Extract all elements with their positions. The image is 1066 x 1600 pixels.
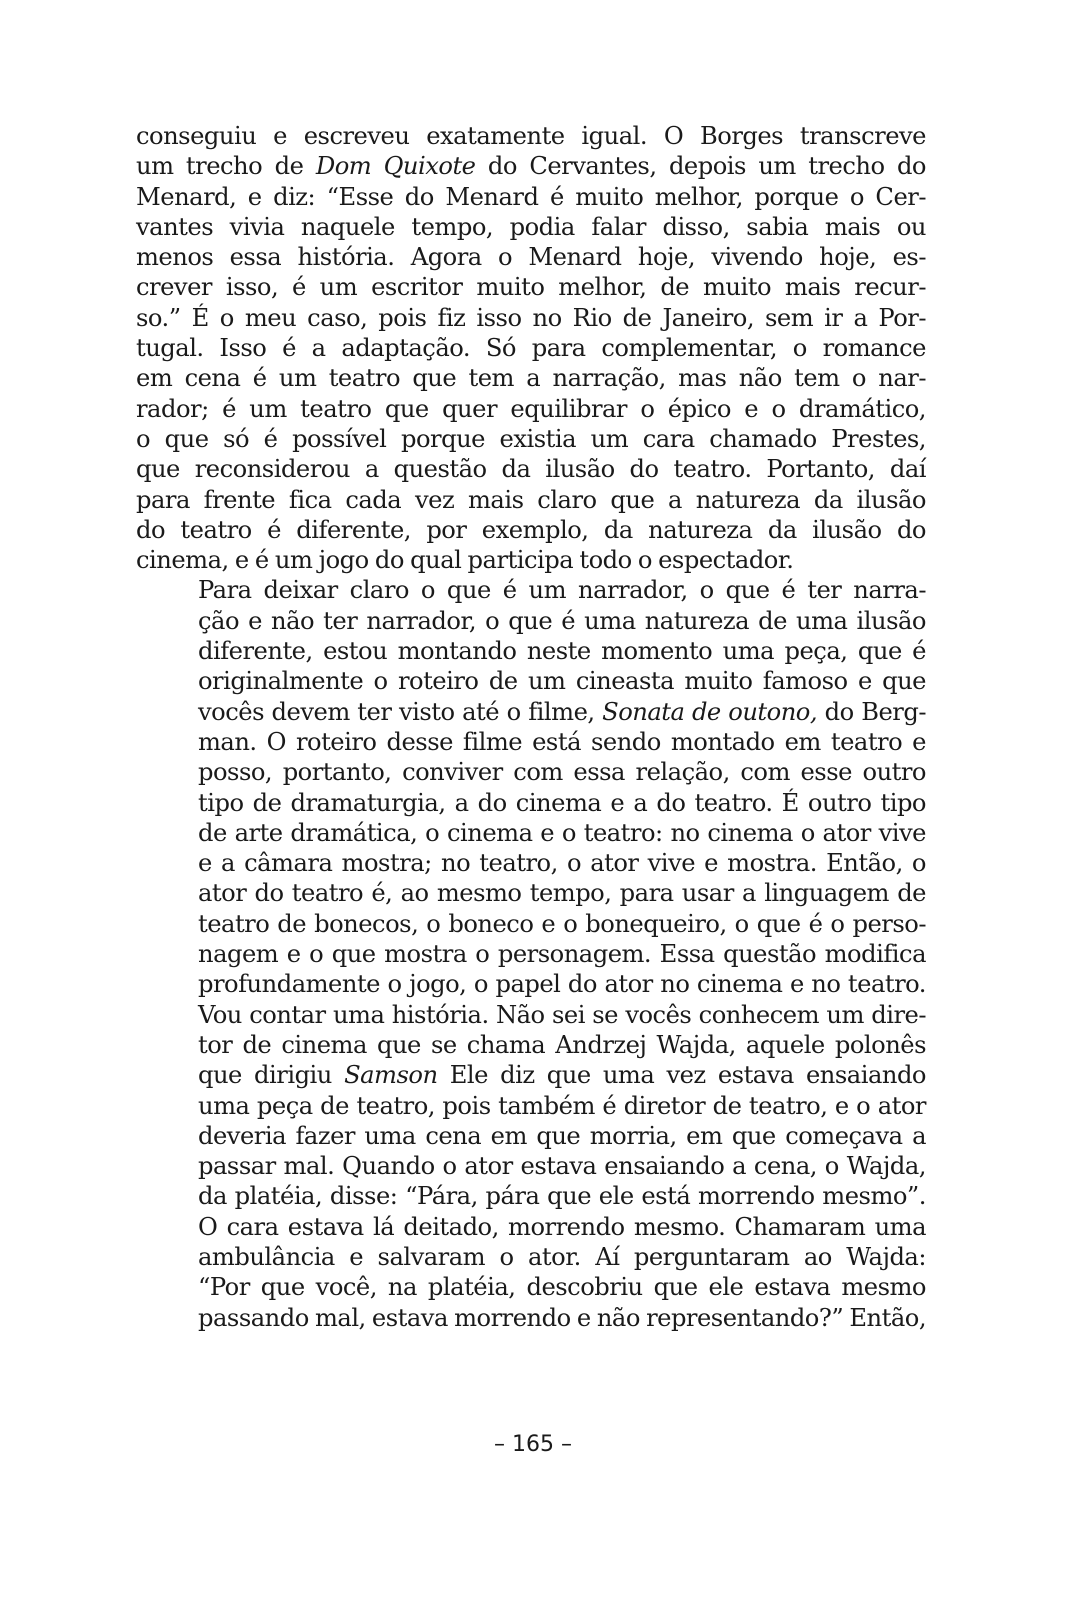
text-run: so.” É o meu caso, pois fiz isso no Rio de Janeiro, sem ir a Por-: [136, 303, 926, 332]
text-run: que reconsiderou a questão da ilusão do teatro. Portanto, daí: [136, 455, 926, 484]
text-run: Menard, e diz: “Esse do Menard é muito melhor, porque o Cer-: [136, 182, 926, 211]
text-line: [136, 182, 926, 212]
text-run: do teatro é diferente, por exemplo, da natureza da ilusão do: [136, 515, 926, 544]
text-line: [136, 909, 926, 939]
text-line: [136, 878, 926, 908]
text-run: o que só é possível porque existia um cara chamado Prestes,: [136, 424, 926, 453]
text-run: Vou contar uma história. Não sei se vocês conhecem um dire-: [198, 1000, 926, 1029]
text-run: vocês devem ter visto até o filme,: [198, 697, 603, 726]
text-line: [136, 1181, 926, 1211]
text-line: [136, 151, 926, 181]
paragraph: [136, 575, 926, 1332]
text-run: ção e não ter narrador, o que é uma natureza de uma ilusão: [198, 606, 926, 635]
text-run: do Berg-: [817, 697, 926, 726]
text-run: O cara estava lá deitado, morrendo mesmo. Chamaram uma: [198, 1212, 926, 1241]
text-run: diferente, estou montando neste momento uma peça, que é: [198, 637, 926, 666]
text-line: [136, 1272, 926, 1302]
text-line: [136, 575, 926, 605]
text-run: teatro de bonecos, o boneco e o bonequeiro, o que é o perso-: [198, 909, 926, 938]
text-line: [136, 1030, 926, 1060]
text-line: [136, 697, 926, 727]
text-line: [136, 1000, 926, 1030]
text-line: [136, 272, 926, 302]
italic-title: Sonata de outono,: [602, 697, 818, 726]
text-run: da platéia, disse: “Pára, pára que ele está morrendo mesmo”.: [198, 1182, 926, 1211]
text-run: tugal. Isso é a adaptação. Só para complementar, o romance: [136, 334, 926, 363]
italic-title: Dom Quixote: [315, 152, 476, 181]
text-run: Para deixar claro o que é um narrador, o que é ter narra-: [198, 576, 926, 605]
text-line: [136, 606, 926, 636]
text-run: crever isso, é um escritor muito melhor, de muito mais recur-: [136, 273, 926, 302]
text-line: [136, 242, 926, 272]
text-run: passar mal. Quando o ator estava ensaiando a cena, o Wajda,: [198, 1152, 926, 1181]
text-run: profundamente o jogo, o papel do ator no cinema e no teatro.: [198, 970, 926, 999]
text-line: [136, 636, 926, 666]
text-line: [136, 333, 926, 363]
text-run: man. O roteiro desse filme está sendo montado em teatro e: [198, 727, 926, 756]
text-line: [136, 121, 926, 151]
text-run: deveria fazer uma cena em que morria, em que começava a: [198, 1121, 926, 1150]
page-body: [136, 121, 926, 1333]
text-line: [136, 666, 926, 696]
text-line: [136, 1121, 926, 1151]
text-run: menos essa história. Agora o Menard hoje, vivendo hoje, es-: [136, 243, 926, 272]
text-line: [136, 939, 926, 969]
text-run: do Cervantes, depois um trecho do: [475, 152, 926, 181]
text-line: [136, 212, 926, 242]
text-line: [136, 424, 926, 454]
text-line: [136, 1242, 926, 1272]
text-line: [136, 1151, 926, 1181]
paragraph: [136, 121, 926, 575]
text-line: [136, 727, 926, 757]
text-line: [136, 545, 926, 575]
text-run: nagem e o que mostra o personagem. Essa questão modifica: [198, 940, 926, 969]
text-line: [136, 454, 926, 484]
text-line: [136, 788, 926, 818]
text-run: tor de cinema que se chama Andrzej Wajda, aquele polonês: [198, 1030, 926, 1059]
text-line: [136, 394, 926, 424]
text-run: rador; é um teatro que quer equilibrar o épico e o dramático,: [136, 394, 926, 423]
text-line: [136, 1303, 926, 1333]
text-line: [136, 515, 926, 545]
text-run: vantes vivia naquele tempo, podia falar disso, sabia mais ou: [136, 212, 926, 241]
text-run: em cena é um teatro que tem a narração, mas não tem o nar-: [136, 364, 926, 393]
text-run: tipo de dramaturgia, a do cinema e a do teatro. É outro tipo: [198, 788, 926, 817]
text-run: que dirigiu: [198, 1061, 345, 1090]
text-line: [136, 818, 926, 848]
text-run: Ele diz que uma vez estava ensaiando: [437, 1061, 926, 1090]
text-line: [136, 303, 926, 333]
text-run: uma peça de teatro, pois também é diretor de teatro, e o ator: [198, 1091, 926, 1120]
text-line: [136, 1060, 926, 1090]
text-run: originalmente o roteiro de um cineasta muito famoso e que: [198, 667, 926, 696]
text-line: [136, 848, 926, 878]
text-run: e a câmara mostra; no teatro, o ator vive e mostra. Então, o: [198, 849, 926, 878]
text-run: conseguiu e escreveu exatamente igual. O Borges transcreve: [136, 122, 926, 150]
text-line: [136, 485, 926, 515]
text-line: [136, 757, 926, 787]
text-run: passando mal, estava morrendo e não representando?” Então,: [198, 1303, 927, 1332]
text-run: ambulância e salvaram o ator. Aí perguntaram ao Wajda:: [198, 1242, 926, 1271]
text-run: um trecho de: [136, 152, 316, 181]
text-line: [136, 1212, 926, 1242]
text-run: posso, portanto, conviver com essa relação, com esse outro: [198, 758, 926, 787]
page-number: – 165 –: [494, 1432, 572, 1457]
text-run: de arte dramática, o cinema e o teatro: no cinema o ator vive: [198, 818, 926, 847]
text-run: para frente fica cada vez mais claro que a natureza da ilusão: [136, 485, 926, 514]
text-line: [136, 1091, 926, 1121]
text-run: “Por que você, na platéia, descobriu que ele estava mesmo: [198, 1273, 926, 1302]
text-run: ator do teatro é, ao mesmo tempo, para usar a linguagem de: [198, 879, 926, 908]
text-line: [136, 969, 926, 999]
italic-title: Samson: [344, 1061, 438, 1090]
text-line: [136, 363, 926, 393]
text-run: cinema, e é um jogo do qual participa todo o espectador.: [136, 546, 794, 575]
